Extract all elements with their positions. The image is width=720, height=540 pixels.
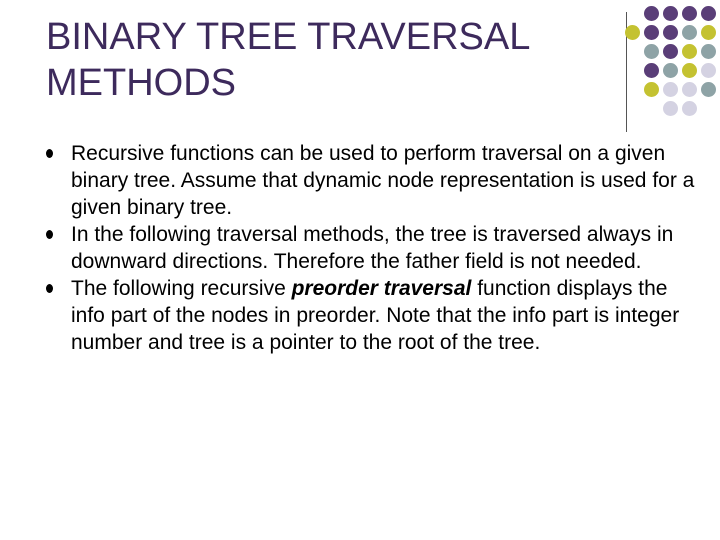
- decor-dot: [644, 25, 659, 40]
- decor-dot: [701, 82, 716, 97]
- decor-dot: [701, 25, 716, 40]
- decor-dot: [663, 82, 678, 97]
- decor-dot: [701, 6, 716, 21]
- decor-dot: [663, 63, 678, 78]
- decor-dot: [644, 6, 659, 21]
- bullet-text: Recursive functions can be used to perform traversal on a given binary tree. Assume that dynamic node representation is used for a given binary tree.: [71, 142, 695, 219]
- decor-dot: [682, 25, 697, 40]
- bullet-emphasis: preorder traversal: [291, 277, 472, 300]
- decor-dot: [663, 6, 678, 21]
- decor-dot: [682, 63, 697, 78]
- title-line-1: BINARY TREE TRAVERSAL: [46, 16, 531, 58]
- bullet-item: [46, 140, 696, 221]
- bullet-text-after: function displays the info part of the nodes in preorder. Note that the info part is integer number and tree is a pointer to the root of the tree.: [71, 277, 680, 354]
- decor-dot: [663, 101, 678, 116]
- bullet-marker-icon: [46, 284, 53, 293]
- bullet-list: [46, 140, 696, 356]
- decor-dot: [682, 101, 697, 116]
- bullet-text-before: The following recursive: [71, 277, 292, 300]
- decor-dot: [701, 63, 716, 78]
- title-line-2: METHODS: [46, 62, 236, 104]
- bullet-text: In the following traversal methods, the tree is traversed always in downward directions. Therefore the father field is not needed.: [71, 223, 674, 273]
- bullet-marker-icon: [46, 149, 53, 158]
- decor-dot: [663, 25, 678, 40]
- decor-dot: [701, 44, 716, 59]
- decor-dot: [644, 82, 659, 97]
- decorative-dot-grid: [636, 6, 720, 118]
- decor-dot: [682, 44, 697, 59]
- slide-title: [46, 14, 606, 106]
- decor-dot: [682, 6, 697, 21]
- bullet-item: [46, 275, 696, 356]
- decor-dot: [644, 44, 659, 59]
- bullet-item: [46, 221, 696, 275]
- bullet-marker-icon: [46, 230, 53, 239]
- decor-dot: [663, 44, 678, 59]
- decor-dot: [625, 25, 640, 40]
- decor-dot: [682, 82, 697, 97]
- decor-dot: [644, 63, 659, 78]
